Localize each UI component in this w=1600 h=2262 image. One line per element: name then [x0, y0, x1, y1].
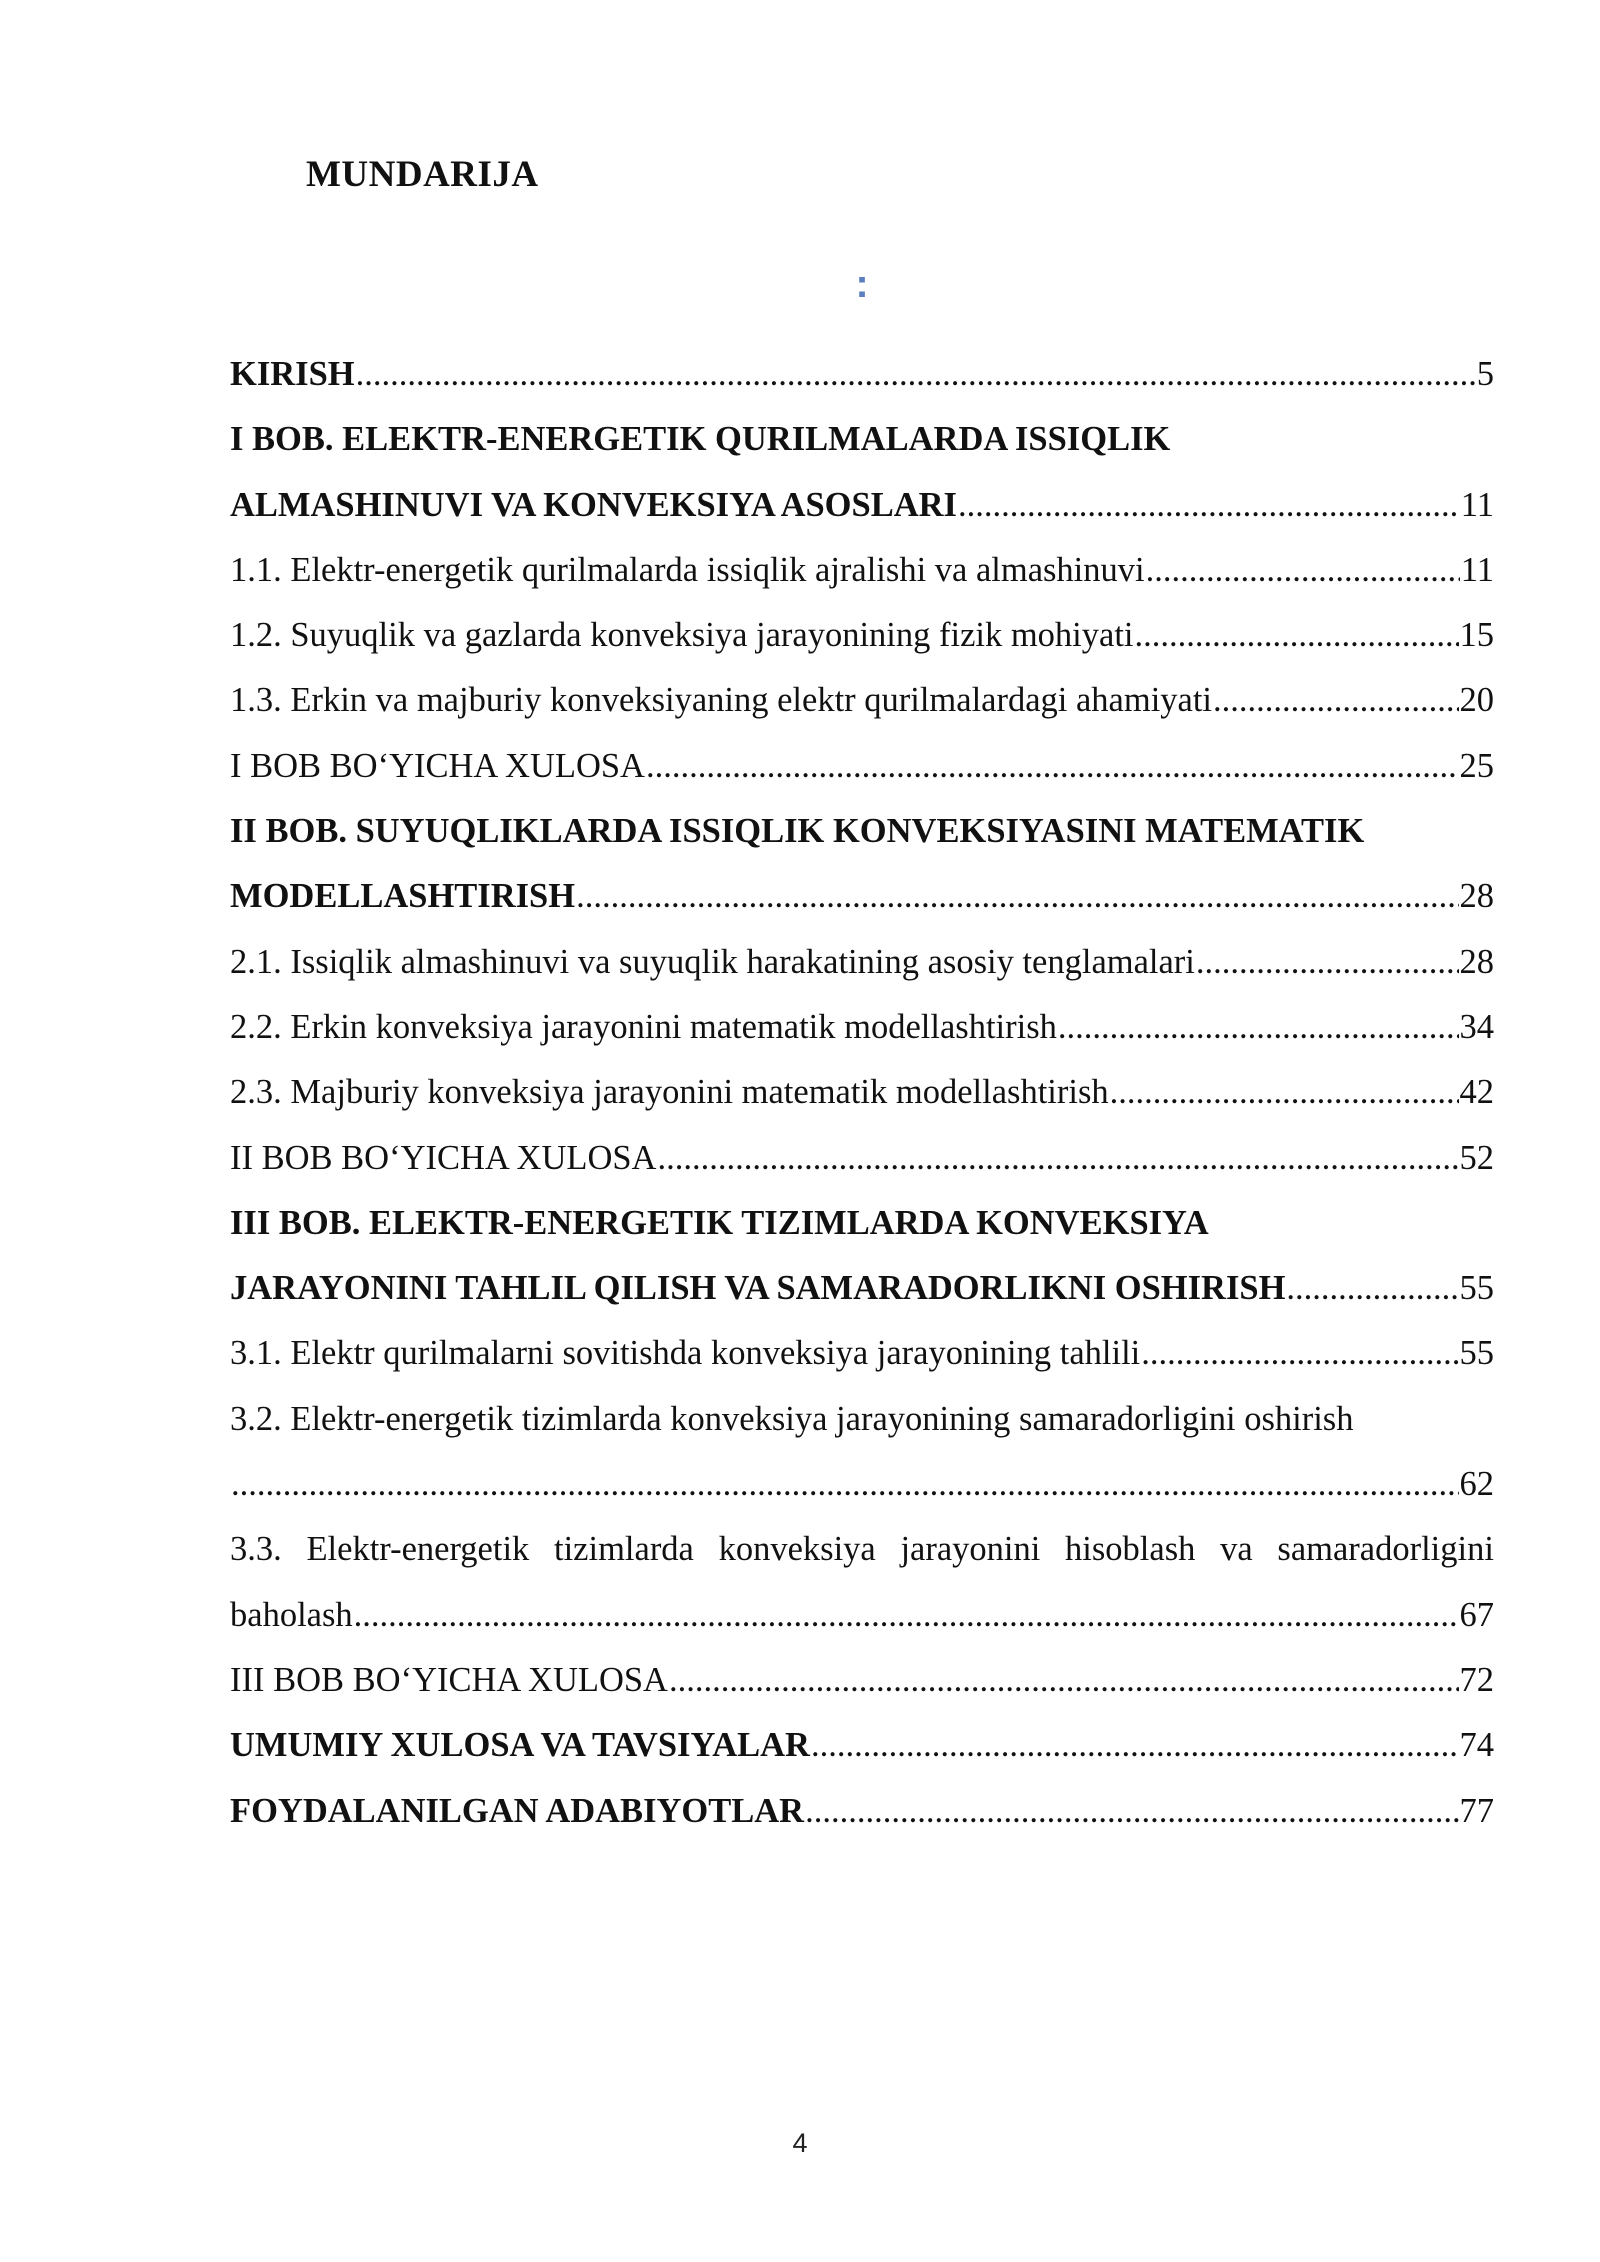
toc-entry-title: 2.2. Erkin konveksiya jarayonini matematik modellashtirish: [230, 1007, 1057, 1046]
toc-entry-title: 1.3. Erkin va majburiy konveksiyaning elektr qurilmalardagi ahamiyati: [230, 681, 1213, 720]
toc-entry-title: ALMASHINUVI VA KONVEKSIYA ASOSLARI: [230, 485, 957, 524]
toc-entry: [230, 930, 1494, 995]
toc-page-number: 52: [1459, 1138, 1494, 1177]
toc-word: 3.3.: [230, 1530, 282, 1569]
toc-entry: [230, 1256, 1494, 1321]
toc-page-number: 11: [1460, 550, 1494, 589]
toc-dot-leader: [1196, 930, 1459, 995]
toc-dot-leader: [646, 734, 1459, 799]
toc-page-number: 11: [1460, 485, 1494, 524]
toc-page-number: 15: [1459, 616, 1494, 655]
toc-entry: [230, 1648, 1494, 1713]
toc-entry: [230, 668, 1494, 733]
toc-page-number: 72: [1459, 1660, 1494, 1699]
toc-entry-title: JARAYONINI TAHLIL QILISH VA SAMARADORLIKNI OSHIRISH: [230, 1269, 1286, 1308]
toc-page-number: 20: [1459, 681, 1494, 720]
toc-page-number: 67: [1459, 1595, 1494, 1634]
toc-entry: [230, 1126, 1494, 1191]
toc-entry: [230, 734, 1494, 799]
toc-word: tizimlarda: [554, 1530, 694, 1569]
toc-dot-leader: [1146, 538, 1460, 603]
toc-dot-leader: [1213, 668, 1458, 733]
toc-entry: [230, 995, 1494, 1060]
page-title: MUNDARIJA: [306, 154, 539, 195]
toc-entry: [230, 1321, 1494, 1386]
toc-entry-title: FOYDALANILGAN ADABIYOTLAR: [230, 1791, 805, 1830]
toc-entry-title: KIRISH: [230, 355, 355, 393]
toc-word: jarayonini: [900, 1530, 1041, 1569]
toc-dot-leader: [356, 342, 1476, 407]
toc-entry: [230, 1387, 1494, 1452]
toc-entry: [230, 799, 1494, 864]
toc-page-number: 77: [1459, 1791, 1494, 1830]
toc-entry: [230, 1452, 1494, 1517]
table-of-contents: [230, 342, 1494, 1844]
toc-entry-title: baholash: [230, 1595, 353, 1634]
toc-entry: [230, 1713, 1494, 1778]
toc-page-number: 42: [1459, 1073, 1494, 1112]
toc-page-number: 34: [1459, 1007, 1494, 1046]
toc-word: konveksiya: [718, 1530, 876, 1569]
toc-entry: [230, 1191, 1494, 1256]
toc-entry-title: II BOB BO‘YICHA XULOSA: [230, 1138, 657, 1177]
toc-entry-title: 2.1. Issiqlik almashinuvi va suyuqlik harakatining asosiy tenglamalari: [230, 942, 1195, 981]
toc-dot-leader: [958, 473, 1460, 538]
toc-entry-title: I BOB. ELEKTR-ENERGETIK QURILMALARDA ISSIQLIK: [230, 420, 1171, 459]
toc-word: va: [1220, 1530, 1253, 1569]
toc-entry: [230, 1517, 1494, 1582]
toc-entry-title: 1.2. Suyuqlik va gazlarda konveksiya jarayonining fizik mohiyati: [230, 616, 1134, 655]
toc-dot-leader: [805, 1779, 1458, 1844]
toc-entry: [230, 538, 1494, 603]
toc-entry: [230, 1779, 1494, 1844]
toc-dot-leader: [657, 1126, 1458, 1191]
toc-dot-leader: [811, 1713, 1459, 1778]
toc-dot-leader: [1141, 1321, 1458, 1386]
toc-entry: [230, 473, 1494, 538]
toc-word: Elektr-energetik: [306, 1530, 530, 1569]
toc-entry: [230, 1060, 1494, 1125]
toc-dot-leader: [231, 1452, 1459, 1517]
toc-entry: [230, 342, 1494, 407]
toc-page-number: 74: [1459, 1726, 1494, 1765]
toc-page-number: 62: [1459, 1465, 1494, 1504]
toc-entry-title: 2.3. Majburiy konveksiya jarayonini matematik modellashtirish: [230, 1073, 1109, 1112]
toc-page-number: 55: [1459, 1269, 1494, 1308]
toc-entry: [230, 407, 1494, 472]
toc-dot-leader: [576, 864, 1458, 929]
toc-word: samaradorligini: [1277, 1530, 1494, 1569]
toc-dot-leader: [669, 1648, 1459, 1713]
colon-mark: :: [855, 262, 869, 306]
toc-dot-leader: [1110, 1060, 1459, 1125]
toc-page-number: 28: [1459, 942, 1494, 981]
toc-dot-leader: [1286, 1256, 1458, 1321]
toc-entry-title: III BOB BO‘YICHA XULOSA: [230, 1660, 668, 1699]
toc-page-number: 28: [1459, 877, 1494, 916]
toc-dot-leader: [1058, 995, 1459, 1060]
toc-entry-title: III BOB. ELEKTR-ENERGETIK TIZIMLARDA KONVEKSIYA: [230, 1203, 1209, 1242]
toc-dot-leader: [354, 1583, 1459, 1648]
toc-entry-title: 1.1. Elektr-energetik qurilmalarda issiqlik ajralishi va almashinuvi: [230, 550, 1145, 589]
toc-entry-title: [230, 1517, 1494, 1582]
toc-entry: [230, 1583, 1494, 1648]
toc-entry-title: II BOB. SUYUQLIKLARDA ISSIQLIK KONVEKSIYASINI MATEMATIK: [230, 812, 1365, 851]
toc-dot-leader: [1135, 603, 1459, 668]
toc-entry-title: UMUMIY XULOSA VA TAVSIYALAR: [230, 1726, 810, 1765]
toc-page-number: 25: [1459, 746, 1494, 785]
page-number: 4: [792, 2128, 808, 2158]
toc-entry-title: 3.2. Elektr-energetik tizimlarda konveksiya jarayonining samaradorligini oshirish: [230, 1399, 1354, 1438]
toc-entry-title: 3.1. Elektr qurilmalarni sovitishda konveksiya jarayonining tahlili: [230, 1334, 1141, 1373]
toc-entry: [230, 864, 1494, 929]
toc-word: hisoblash: [1065, 1530, 1196, 1569]
toc-entry: [230, 603, 1494, 668]
toc-page-number: 55: [1459, 1334, 1494, 1373]
toc-entry-title: MODELLASHTIRISH: [230, 877, 576, 916]
toc-page-number: 5: [1476, 355, 1494, 393]
toc-entry-title: I BOB BO‘YICHA XULOSA: [230, 746, 645, 785]
